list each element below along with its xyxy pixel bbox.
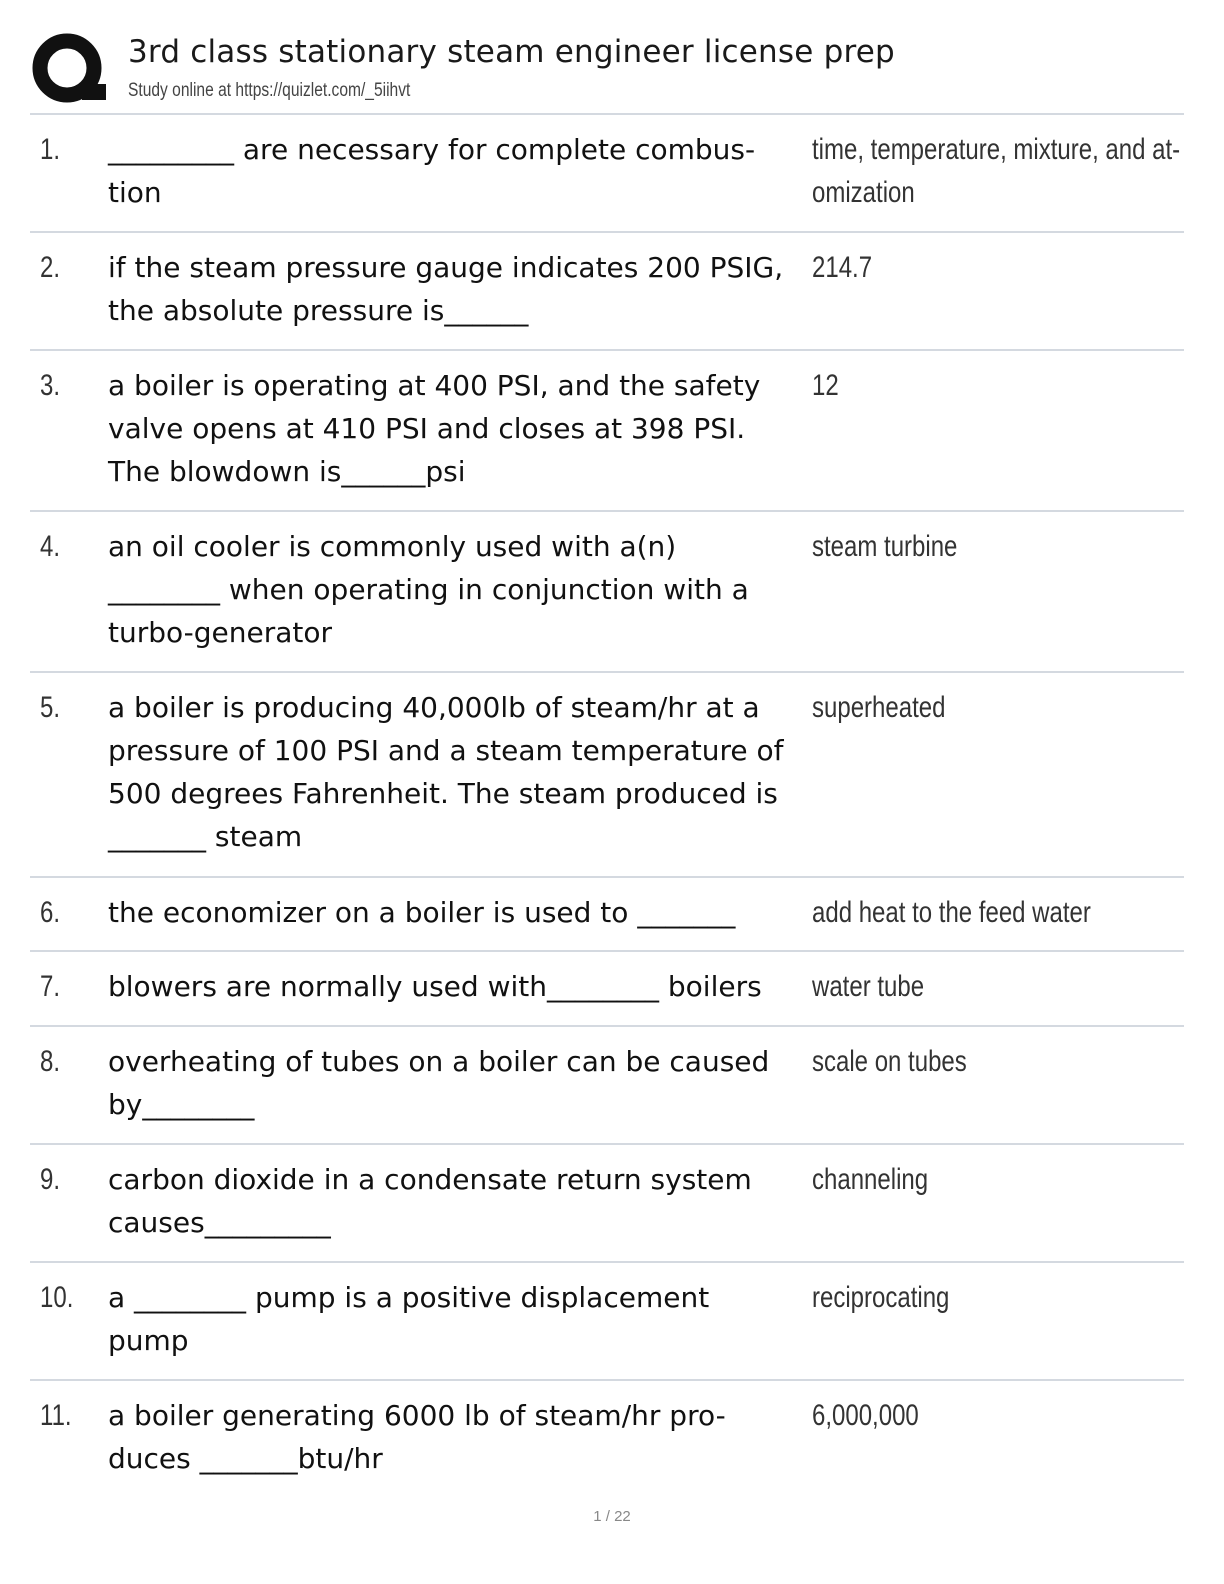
divider <box>30 349 1184 351</box>
card-number: 6. <box>40 896 61 929</box>
divider <box>30 510 1184 512</box>
card-definition-line: time, temperature, mixture, and at- <box>812 133 1181 166</box>
card-definition <box>812 364 1148 407</box>
card-term-line: blowers are normally used with________ boilers <box>108 970 762 1003</box>
card-term-line: tion <box>108 176 162 209</box>
card-term-line: carbon dioxide in a condensate return system <box>108 1163 752 1196</box>
card-definition <box>812 246 1148 289</box>
card-definition <box>812 1394 1148 1437</box>
card-term-line: if the steam pressure gauge indicates 200 PSIG, <box>108 251 784 284</box>
card-term <box>108 686 808 858</box>
divider <box>30 671 1184 673</box>
card-number: 7. <box>40 970 61 1003</box>
quizlet-logo-icon <box>30 30 108 108</box>
card-definition-line: reciprocating <box>812 1281 950 1314</box>
divider <box>30 950 1184 952</box>
card-term-line: an oil cooler is commonly used with a(n) <box>108 530 677 563</box>
card-definition-line: channeling <box>812 1163 929 1196</box>
card-term-line: a boiler generating 6000 lb of steam/hr pro- <box>108 1399 726 1432</box>
card-definition <box>812 686 1148 729</box>
card-term <box>108 525 808 654</box>
card-term <box>108 1394 808 1480</box>
card-term-line: causes_________ <box>108 1206 331 1239</box>
card-number: 2. <box>40 251 61 284</box>
card-definition <box>812 128 1181 214</box>
card-definition-line: add heat to the feed water <box>812 896 1091 929</box>
card-term <box>108 128 808 214</box>
card-term-line: the absolute pressure is______ <box>108 294 529 327</box>
card-term-line: a ________ pump is a positive displacement <box>108 1281 710 1314</box>
card-term-line: pump <box>108 1324 189 1357</box>
card-definition-line: 6,000,000 <box>812 1399 919 1432</box>
card-definition-line: omization <box>812 176 915 209</box>
page-header <box>30 30 1184 114</box>
divider <box>30 1379 1184 1381</box>
card-number: 9. <box>40 1163 61 1196</box>
card-term-line: duces _______btu/hr <box>108 1442 383 1475</box>
card-term-line: pressure of 100 PSI and a steam temperature of <box>108 734 784 767</box>
card-definition <box>812 1158 1148 1201</box>
card-definition <box>812 891 1148 934</box>
card-definition-line: superheated <box>812 691 946 724</box>
card-definition-line: 12 <box>812 369 839 402</box>
card-term <box>108 891 808 934</box>
card-term-line: by________ <box>108 1088 255 1121</box>
divider <box>30 1025 1184 1027</box>
study-online-link[interactable]: Study online at https://quizlet.com/_5iihvt <box>128 80 411 101</box>
card-term <box>108 1040 808 1126</box>
card-term-line: overheating of tubes on a boiler can be caused <box>108 1045 770 1078</box>
card-definition <box>812 965 1148 1008</box>
card-definition <box>812 525 1148 568</box>
card-term-line: ________ when operating in conjunction with a <box>108 573 749 606</box>
divider <box>30 113 1184 115</box>
card-definition-line: water tube <box>812 970 925 1003</box>
card-term <box>108 1158 808 1244</box>
card-term-line: the economizer on a boiler is used to _______ <box>108 896 736 929</box>
page-title: 3rd class stationary steam engineer license prep <box>128 34 895 70</box>
card-term <box>108 246 808 332</box>
card-definition-line: scale on tubes <box>812 1045 967 1078</box>
card-term <box>108 364 808 493</box>
card-term <box>108 1276 808 1362</box>
card-number: 5. <box>40 691 61 724</box>
page-number: 1 / 22 <box>593 1508 631 1525</box>
card-term-line: _________ are necessary for complete combus- <box>108 133 756 166</box>
card-definition-line: steam turbine <box>812 530 958 563</box>
card-definition <box>812 1040 1148 1083</box>
card-number: 4. <box>40 530 61 563</box>
card-number: 1. <box>40 133 61 166</box>
card-number: 8. <box>40 1045 61 1078</box>
card-number: 10. <box>40 1281 74 1314</box>
card-term <box>108 965 808 1008</box>
card-term-line: 500 degrees Fahrenheit. The steam produced is <box>108 777 778 810</box>
card-definition <box>812 1276 1148 1319</box>
card-term-line: _______ steam <box>108 820 303 853</box>
card-term-line: a boiler is operating at 400 PSI, and the safety <box>108 369 761 402</box>
card-number: 11. <box>40 1399 72 1432</box>
divider <box>30 1143 1184 1145</box>
divider <box>30 876 1184 878</box>
card-number: 3. <box>40 369 61 402</box>
card-definition-line: 214.7 <box>812 251 873 284</box>
card-term-line: a boiler is producing 40,000lb of steam/hr at a <box>108 691 760 724</box>
divider <box>30 1261 1184 1263</box>
card-term-line: turbo-generator <box>108 616 333 649</box>
divider <box>30 231 1184 233</box>
card-term-line: The blowdown is______psi <box>108 455 466 488</box>
card-term-line: valve opens at 410 PSI and closes at 398 PSI. <box>108 412 746 445</box>
